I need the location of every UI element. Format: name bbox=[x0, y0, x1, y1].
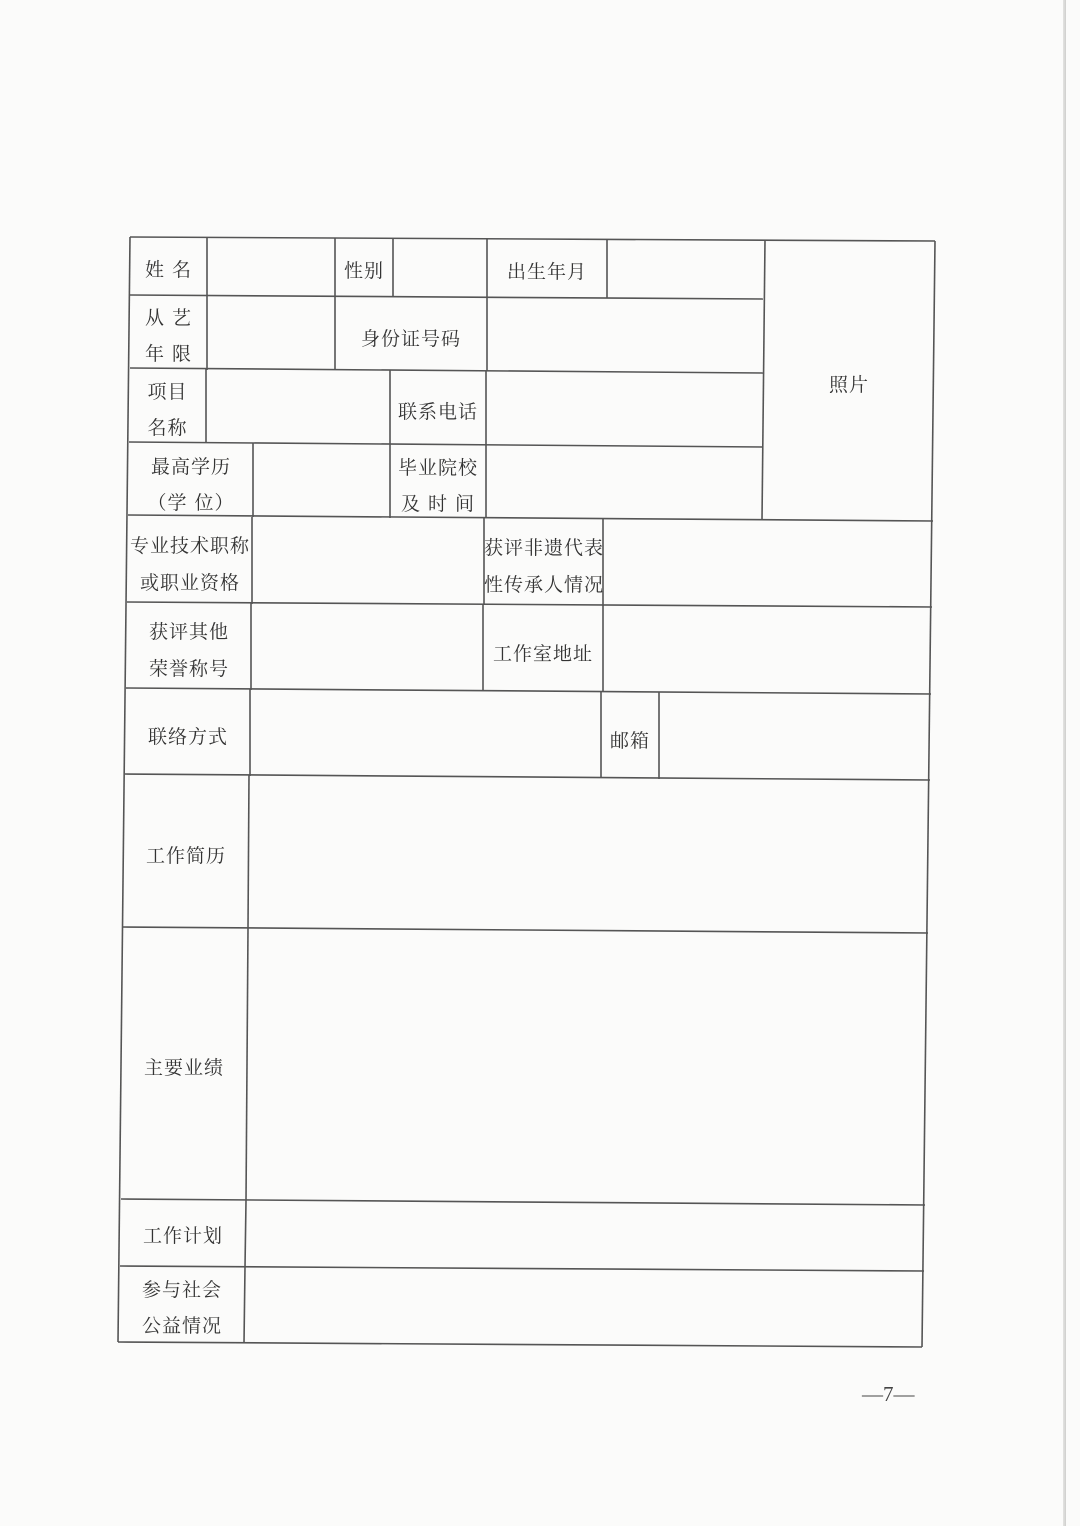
field-years[interactable] bbox=[208, 297, 334, 369]
label-project-line1: 项目 bbox=[147, 381, 188, 403]
label-honor-line2: 荣誉称号 bbox=[148, 658, 229, 680]
label-welfare-line2: 公益情况 bbox=[141, 1315, 222, 1337]
label-phone: 联系电话 bbox=[397, 401, 478, 423]
label-title-line1: 专业技术职称 bbox=[129, 535, 250, 557]
label-education-line2: （学 位） bbox=[147, 492, 235, 514]
label-email: 邮箱 bbox=[609, 730, 650, 752]
field-education[interactable] bbox=[254, 444, 389, 516]
label-years-line1: 从 艺 bbox=[144, 307, 193, 329]
field-project[interactable] bbox=[207, 370, 389, 442]
label-name: 姓 名 bbox=[144, 259, 193, 281]
field-id-number[interactable] bbox=[488, 299, 762, 371]
label-school-line2: 及 时 间 bbox=[400, 493, 476, 515]
label-gender: 性别 bbox=[343, 260, 384, 282]
label-resume: 工作简历 bbox=[145, 845, 226, 867]
field-school[interactable] bbox=[487, 446, 761, 518]
field-title[interactable] bbox=[253, 518, 483, 603]
field-phone[interactable] bbox=[487, 372, 762, 444]
field-achievements[interactable] bbox=[249, 932, 925, 1202]
label-title-line2: 或职业资格 bbox=[139, 572, 240, 594]
label-education-line1: 最高学历 bbox=[150, 456, 231, 478]
field-plan[interactable] bbox=[247, 1203, 923, 1268]
label-id-number: 身份证号码 bbox=[360, 328, 461, 350]
label-photo: 照片 bbox=[828, 374, 869, 396]
label-heritage-line2: 性传承人情况 bbox=[484, 574, 605, 596]
field-resume[interactable] bbox=[250, 778, 927, 930]
field-name[interactable] bbox=[208, 239, 334, 295]
label-heritage-line1: 获评非遗代表 bbox=[484, 537, 605, 559]
field-welfare[interactable] bbox=[246, 1269, 922, 1345]
field-honor[interactable] bbox=[252, 604, 482, 689]
field-photo[interactable] bbox=[766, 242, 932, 518]
label-contact: 联络方式 bbox=[147, 726, 228, 748]
field-contact[interactable] bbox=[251, 690, 600, 776]
field-studio-address[interactable] bbox=[604, 606, 931, 692]
page-number: —7— bbox=[862, 1382, 915, 1406]
label-birth: 出生年月 bbox=[506, 261, 587, 283]
label-plan: 工作计划 bbox=[142, 1225, 223, 1247]
label-achievements: 主要业绩 bbox=[143, 1057, 224, 1079]
label-school-line1: 毕业院校 bbox=[397, 457, 478, 479]
label-studio-address: 工作室地址 bbox=[492, 643, 593, 665]
label-years-line2: 年 限 bbox=[144, 343, 193, 365]
label-welfare-line1: 参与社会 bbox=[141, 1279, 222, 1301]
field-email[interactable] bbox=[660, 693, 929, 778]
label-honor-line1: 获评其他 bbox=[148, 621, 229, 643]
field-gender[interactable] bbox=[394, 240, 486, 296]
label-project-line2: 名称 bbox=[147, 417, 188, 439]
field-heritage[interactable] bbox=[604, 520, 932, 606]
field-birth[interactable] bbox=[608, 240, 763, 297]
